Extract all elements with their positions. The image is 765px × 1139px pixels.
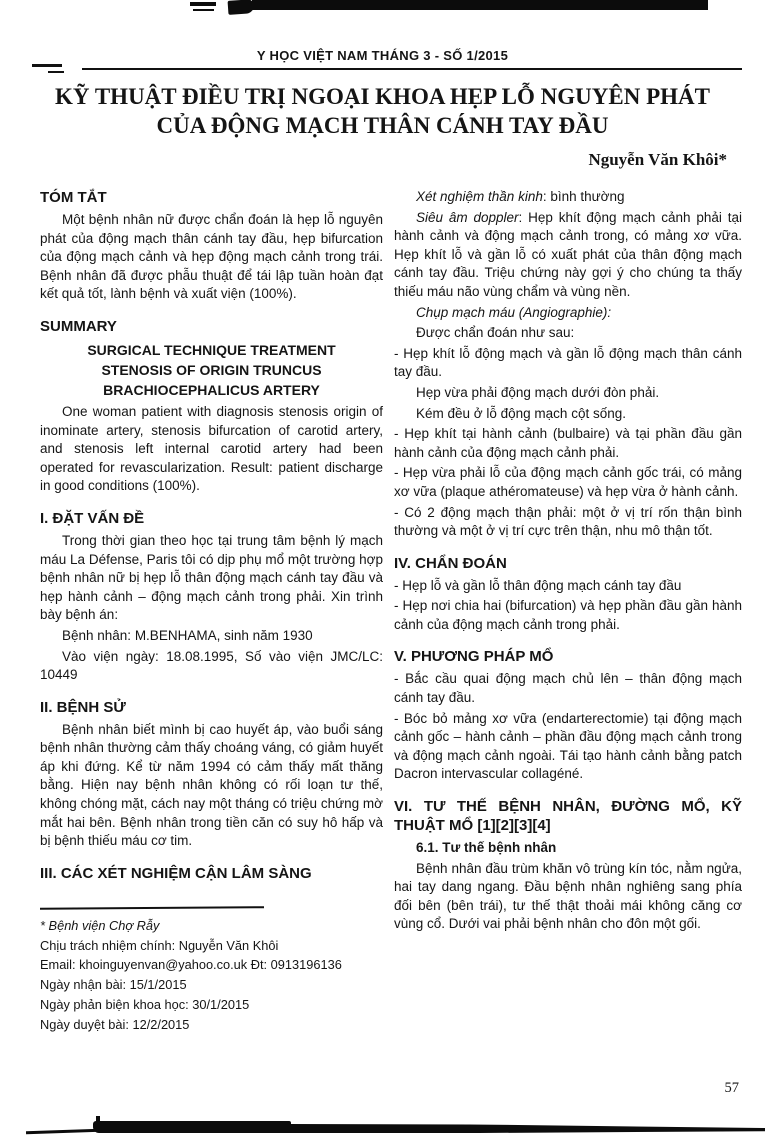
footnote-approved-date: Ngày duyệt bài: 12/2/2015	[40, 1016, 190, 1032]
scan-artifact-bottom-band	[288, 1124, 765, 1133]
summary-title-line2: STENOSIS OF ORIGIN TRUNCUS	[101, 361, 322, 378]
section-heading-dat-van-de: I. ĐẶT VẤN ĐỀ	[40, 509, 145, 527]
section-heading-summary: SUMMARY	[40, 317, 117, 335]
neuro-exam-label: Xét nghiệm thần kinh	[416, 189, 543, 204]
position-paragraph: Bệnh nhân đầu trùm khăn vô trùng kín tóc, nằm ngửa, hai tay dang ngang. Đầu bệnh nhân nghiêng sang phía đối bên (bên trái), tư thế thật thoải mái không căng cơ vùng cổ. Dưới vai phải bệnh nhân cho đôn một gối.	[394, 860, 742, 932]
footnote	[40, 907, 383, 1035]
history-paragraph: Bệnh nhân biết mình bị cao huyết áp, vào buổi sáng bệnh nhân thường cảm thấy choáng váng, có giảm huyết áp khi đứng. Kể từ năm 1994 có cảm thấy mất thăng bằng. Hiện nay bệnh nhân không có rối loạn tư thế, không chóng mặt, cách nay một tháng có triệu chứng mờ mắt hai bên. Bệnh nhân trong tiền căn có suy hô hấp và bị bệnh thiếu máu cơ tim.	[40, 721, 383, 849]
article-title-line2: CỦA ĐỘNG MẠCH THÂN CÁNH TAY ĐẦU	[156, 113, 609, 138]
footnote-contact: Email: khoinguyenvan@yahoo.co.uk Đt: 0913196136	[40, 957, 342, 973]
admission-info-line: Vào viện ngày: 18.08.1995, Số vào viện JMC/LC: 10449	[40, 648, 383, 683]
article-title	[0, 82, 765, 140]
intro-paragraph: Trong thời gian theo học tại trung tâm bệnh lý mạch máu La Défense, Paris tôi có dịp phụ mổ một trường hợp bệnh nhân nữ bị hẹp lỗ thân động mạch cánh tay đầu và hẹp hành cảnh – động mạch cảnh trong phải. Xin trình bày bệnh án:	[40, 532, 383, 623]
method-item: - Bắc cầu quai động mạch chủ lên – thân động mạch cánh tay đầu.	[394, 671, 742, 706]
diagnosis-item: - Hẹp nơi chia hai (bifurcation) và hẹp phần đầu gần hành cảnh của động mạch cảnh trong phải.	[394, 598, 742, 632]
method-item: - Bóc bỏ mảng xơ vữa (endarterectomie) tại động mạch cảnh gốc – hành cảnh – phần đầu động mạch cảnh trong và động mạch cảnh ngoài. Tái tạo hành cảnh bằng patch Dacron intervascular collagéné.	[394, 710, 742, 782]
author-name: Nguyễn Văn Khôi*	[588, 150, 727, 169]
angiography-label: Chụp mạch máu (Angiographie):	[416, 304, 612, 320]
summary-title	[40, 340, 383, 400]
doppler-label: Siêu âm doppler	[416, 209, 519, 225]
right-column	[394, 188, 742, 936]
finding-item: - Hẹp vừa phải lỗ của động mạch cảnh gốc trái, có mảng xơ vữa (plaque athéromateuse) và hẹp vừa ở hành cảnh.	[394, 465, 742, 499]
section-heading-phuong-phap-mo: V. PHƯƠNG PHÁP MỔ	[394, 648, 554, 666]
footnote-received-date: Ngày nhận bài: 15/1/2015	[40, 977, 187, 993]
page-number: 57	[724, 1080, 739, 1096]
abstract-vietnamese: Một bệnh nhân nữ được chẩn đoán là hẹp lỗ nguyên phát của động mạch thân cánh tay đầu, hẹp bifurcation của động mạch cảnh và hẹp động mạch cảnh trong trái. Bệnh nhân đã được phẫu thuật để tái lập tuần hoàn đạt kết quả tốt, lành bệnh và xuất viện (100%).	[40, 212, 383, 302]
finding-item: - Hẹp khít lỗ động mạch và gần lỗ động mạch thân cánh tay đầu.	[394, 345, 742, 380]
footnote-review-date: Ngày phản biện khoa học: 30/1/2015	[40, 997, 250, 1013]
header-rule-dash	[32, 64, 62, 67]
scan-artifact-bottom-blob	[93, 1121, 291, 1133]
footnote-responsible: Chịu trách nhiệm chính: Nguyễn Văn Khôi	[40, 937, 279, 953]
section-heading-benh-su: II. BỆNH SỬ	[40, 698, 126, 716]
section-heading-tu-the: VI. TƯ THẾ BỆNH NHÂN, ĐƯỜNG MỔ, KỸ THUẬT MỔ [1][2][3][4]	[394, 798, 742, 835]
section-heading-xet-nghiem: III. CÁC XÉT NGHIỆM CẬN LÂM SÀNG	[40, 864, 312, 882]
patient-info-line: Bệnh nhân: M.BENHAMA, sinh năm 1930	[62, 627, 313, 643]
header-rule	[82, 68, 742, 70]
finding-item: Kém đều ở lỗ động mạch cột sống.	[416, 405, 626, 421]
summary-title-line3: BRACHIOCEPHALICUS ARTERY	[103, 381, 320, 398]
diagnosis-item: - Hẹp lỗ và gần lỗ thân động mạch cánh tay đầu	[394, 577, 682, 593]
finding-item: Hẹp vừa phải động mạch dưới đòn phải.	[416, 384, 660, 400]
subsection-heading-6-1: 6.1. Tư thế bệnh nhân	[416, 840, 557, 856]
section-heading-chan-doan: IV. CHẨN ĐOÁN	[394, 554, 507, 572]
section-heading-tomtat: TÓM TẮT	[40, 189, 107, 206]
doppler-paragraph	[394, 209, 742, 302]
journal-header: Y HỌC VIỆT NAM THÁNG 3 - SỐ 1/2015	[256, 48, 509, 63]
scan-artifact-top-dash	[193, 9, 214, 11]
summary-title-line1: SURGICAL TECHNIQUE TREATMENT	[87, 341, 336, 358]
finding-item: - Hẹp khít tại hành cảnh (bulbaire) và tại phần đầu gần hành cảnh của động mạch cảnh phải.	[394, 426, 742, 460]
scan-artifact-top-dash	[190, 2, 216, 6]
angiography-intro: Được chẩn đoán như sau:	[416, 325, 575, 341]
article-title-line1: KỸ THUẬT ĐIỀU TRỊ NGOẠI KHOA HẸP LỖ NGUYÊN PHÁT	[55, 84, 710, 109]
footnote-affiliation: * Bệnh viện Chợ Rẫy	[40, 917, 160, 933]
scan-artifact-top-blob	[228, 0, 255, 15]
left-column	[40, 188, 383, 1035]
header-rule-dash	[48, 71, 64, 73]
finding-item: - Có 2 động mạch thận phải: một ở vị trí rốn thận bình thường và một ở vị trí cực trên thận, nhu mô thận tốt.	[394, 504, 742, 539]
neuro-exam-value: : bình thường	[542, 189, 625, 204]
doppler-value: : Hẹp khít động mạch cảnh phải tại hành cảnh và động mạch cảnh trong, có mảng xơ vữa. Hẹp khít lỗ và gần lỗ có xuất phát của thân động mạch cánh tay đầu. Triệu chứng này gợi ý cho chúng ta thấy thiếu máu não vùng chẩm và vùng nền.	[394, 209, 742, 299]
abstract-english: One woman patient with diagnosis stenosis origin of inominate artery, stenosis bifurcation of carotid artery, and stenosis left internal carotid artery had been operated for revascularization. Result: patient discharge in good conditions (100%).	[40, 403, 383, 494]
footnote-rule	[40, 906, 264, 910]
scan-artifact-top-bar	[252, 0, 708, 10]
neuro-exam-line	[394, 188, 742, 207]
scan-artifact-bottom-line	[26, 1129, 100, 1135]
